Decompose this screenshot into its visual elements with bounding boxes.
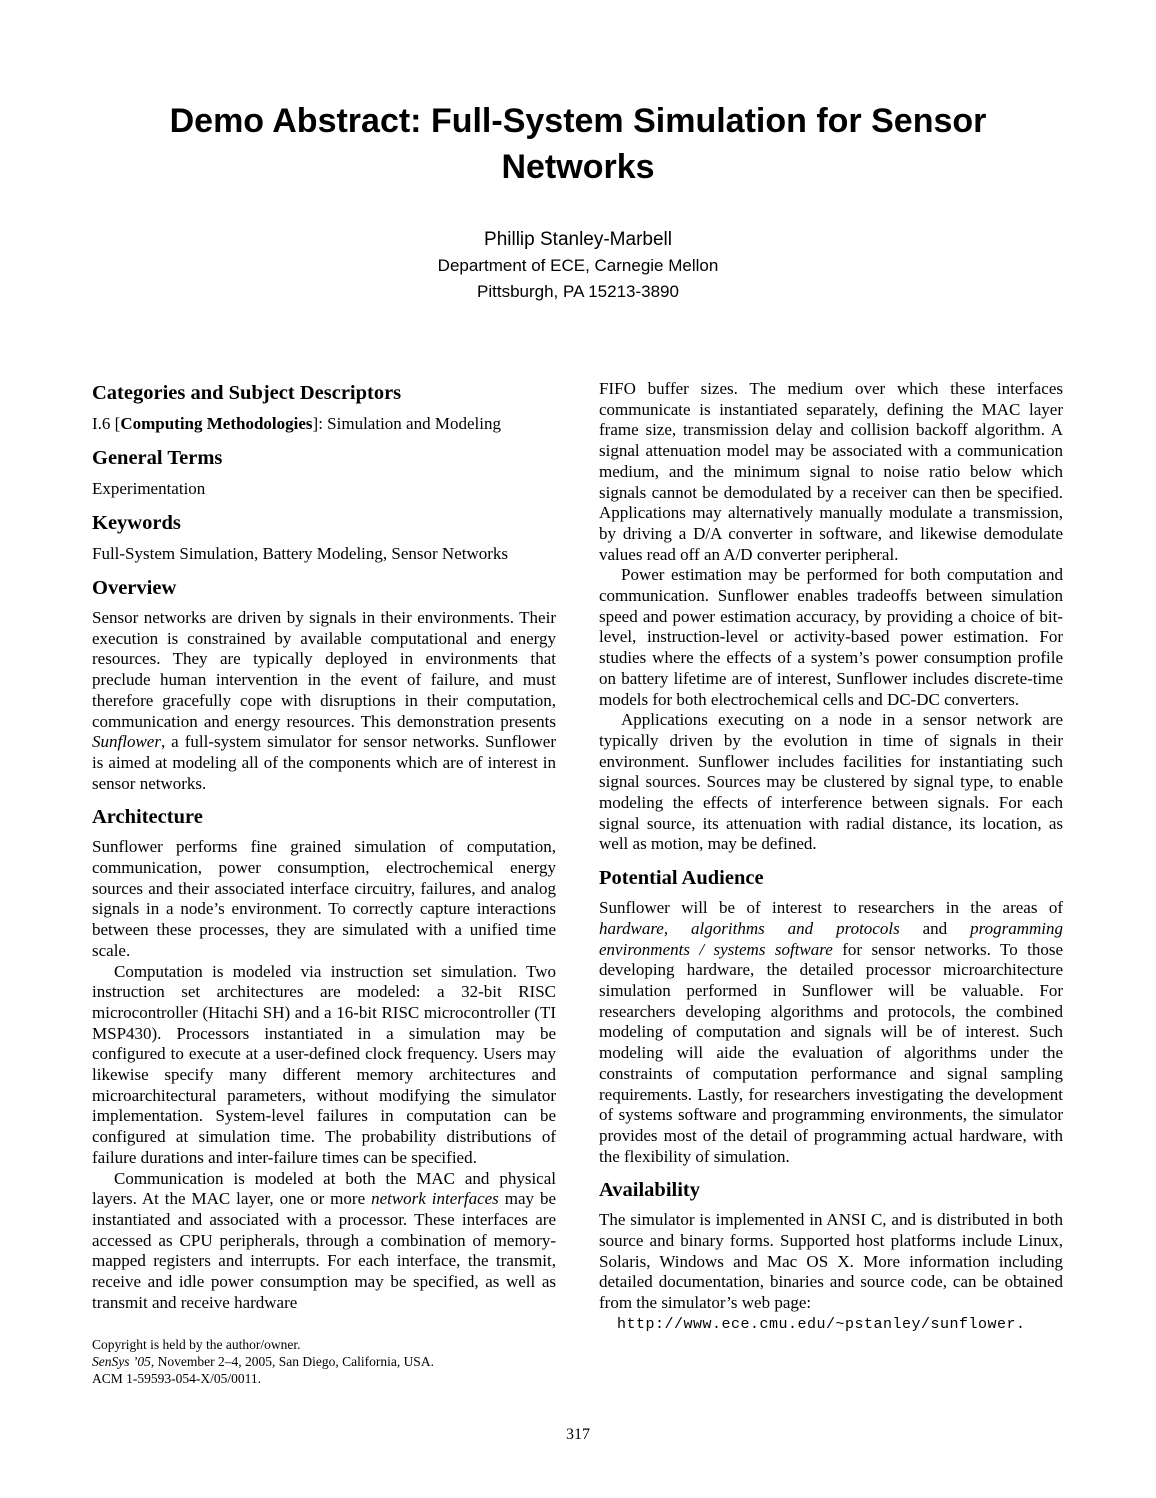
architecture-paragraph-2: Computation is modeled via instruction set simulation. Two instruction set architectures are modeled: a 32-bit RISC microcontroller (Hitachi SH) and a 16-bit RISC microcontroller (TI MSP430). Processors instantiated in a simulation may be configured to execute at a user-defined clock frequency. Users may likewise specify many different memory architectures and microarchitectural parameters, without modifying the simulator implementation. System-level failures in computation can be configured at simulation time. The probability distributions of failure durations and inter-failure times can be specified. — [92, 961, 556, 1167]
categories-text: I.6 [Computing Methodologies]: Simulation and Modeling — [92, 414, 501, 433]
author-name: Phillip Stanley-Marbell — [484, 229, 672, 250]
page-title-line-2: Networks — [501, 148, 655, 186]
communication-continuation-paragraph: FIFO buffer sizes. The medium over which these interfaces communicate is instantiated separately, defining the MAC layer frame size, transmission delay and collision backoff algorithm. A signal attenuation model may be associated with a communication medium, and the minimum signal to noise ratio below which signals cannot be demodulated by a receiver can then be specified. Applications may alternatively manually modulate a transmission, by driving a D/A converter in software, and likewise demodulate values read off an A/D converter peripheral. — [599, 379, 1063, 564]
two-column-body — [0, 379, 1156, 1387]
section-heading-architecture: Architecture — [92, 806, 203, 829]
overview-paragraph: Sensor networks are driven by signals in their environments. Their execution is constrained by available computational and energy resources. They are typically deployed in environments that preclude human intervention in the event of failure, and must therefore gracefully cope with disruptions in their computation, communication and energy resources. This demonstration presents Sunflower, a full-system simulator for sensor networks. Sunflower is aimed at modeling all of the components which are of interest in sensor networks. — [92, 608, 556, 793]
keywords-text: Full-System Simulation, Battery Modeling, Sensor Networks — [92, 544, 509, 563]
section-heading-keywords: Keywords — [92, 512, 181, 534]
author-address: Pittsburgh, PA 15213-3890 — [477, 282, 679, 301]
section-heading-general-terms: General Terms — [92, 447, 223, 469]
potential-audience-paragraph: Sunflower will be of interest to researchers in the areas of hardware, algorithms and protocols and programming environments / systems software for sensor networks. To those developing hardware, the detailed processor microarchitecture simulation performed in Sunflower will be valuable. For researchers developing algorithms and protocols, the combined modeling of computation and signals will be of interest. Such modeling will aide the evaluation of algorithms under the constraints of computation performance and signal sampling requirements. Lastly, for researchers investigating the development of systems software and programming environments, the simulator provides most of the detail of programming actual hardware, with the flexibility of simulation. — [599, 898, 1063, 1166]
general-terms-text: Experimentation — [92, 479, 206, 498]
copyright-note — [92, 1336, 556, 1387]
left-column — [92, 379, 556, 1387]
author-block — [0, 226, 1156, 305]
copyright-line-3: ACM 1-59593-054-X/05/0011. — [92, 1370, 261, 1386]
section-heading-overview: Overview — [92, 577, 177, 599]
section-heading-potential-audience: Potential Audience — [599, 867, 764, 890]
page-number: 317 — [566, 1426, 590, 1443]
architecture-paragraph-1: Sunflower performs fine grained simulation of computation, communication, power consumption, electrochemical energy sources and their associated interface circuitry, failures, and analog signals in a node’s environment. To correctly capture interactions between these processes, they are simulated with a unified time scale. — [92, 837, 556, 960]
title-block — [0, 0, 1156, 190]
section-heading-availability: Availability — [599, 1179, 700, 1202]
availability-paragraph: The simulator is implemented in ANSI C, and is distributed in both source and binary forms. Supported host platforms include Linux, Solaris, Windows and Mac OS X. More information including detailed documentation, binaries and source code, can be obtained from the simulator’s web page: — [599, 1210, 1063, 1313]
copyright-line-2: SenSys ’05, November 2–4, 2005, San Diego, California, USA. — [92, 1353, 434, 1369]
architecture-paragraph-3: Communication is modeled at both the MAC and physical layers. At the MAC layer, one or more network interfaces may be instantiated and associated with a processor. These interfaces are accessed as CPU peripherals, through a combination of memory-mapped registers and interrupts. For each interface, the transmit, receive and idle power consumption may be specified, as well as transmit and receive hardware — [92, 1168, 556, 1312]
simulator-url-link[interactable]: http://www.ece.cmu.edu/~pstanley/sunflower. — [617, 1315, 1026, 1333]
signal-sources-paragraph: Applications executing on a node in a sensor network are typically driven by the evolution in time of signals in their environment. Sunflower includes facilities for instantiating such signal sources. Sources may be clustered by signal type, to enable modeling the effects of interference between signals. For each signal source, its attenuation with radial distance, its location, as well as motion, may be defined. — [599, 710, 1063, 854]
right-column — [599, 379, 1063, 1336]
page-title-line-1: Demo Abstract: Full-System Simulation for Sensor — [169, 102, 987, 140]
copyright-line-1: Copyright is held by the author/owner. — [92, 1336, 301, 1352]
section-heading-categories: Categories and Subject Descriptors — [92, 382, 402, 404]
power-estimation-paragraph: Power estimation may be performed for both computation and communication. Sunflower enables tradeoffs between simulation speed and power estimation accuracy, by providing a choice of bit-level, instruction-level or activity-based power estimation. For studies where the effects of a system’s power consumption profile on battery lifetime are of interest, Sunflower includes discrete-time models for both electrochemical cells and DC-DC converters. — [599, 565, 1063, 709]
author-affiliation: Department of ECE, Carnegie Mellon — [437, 256, 719, 275]
